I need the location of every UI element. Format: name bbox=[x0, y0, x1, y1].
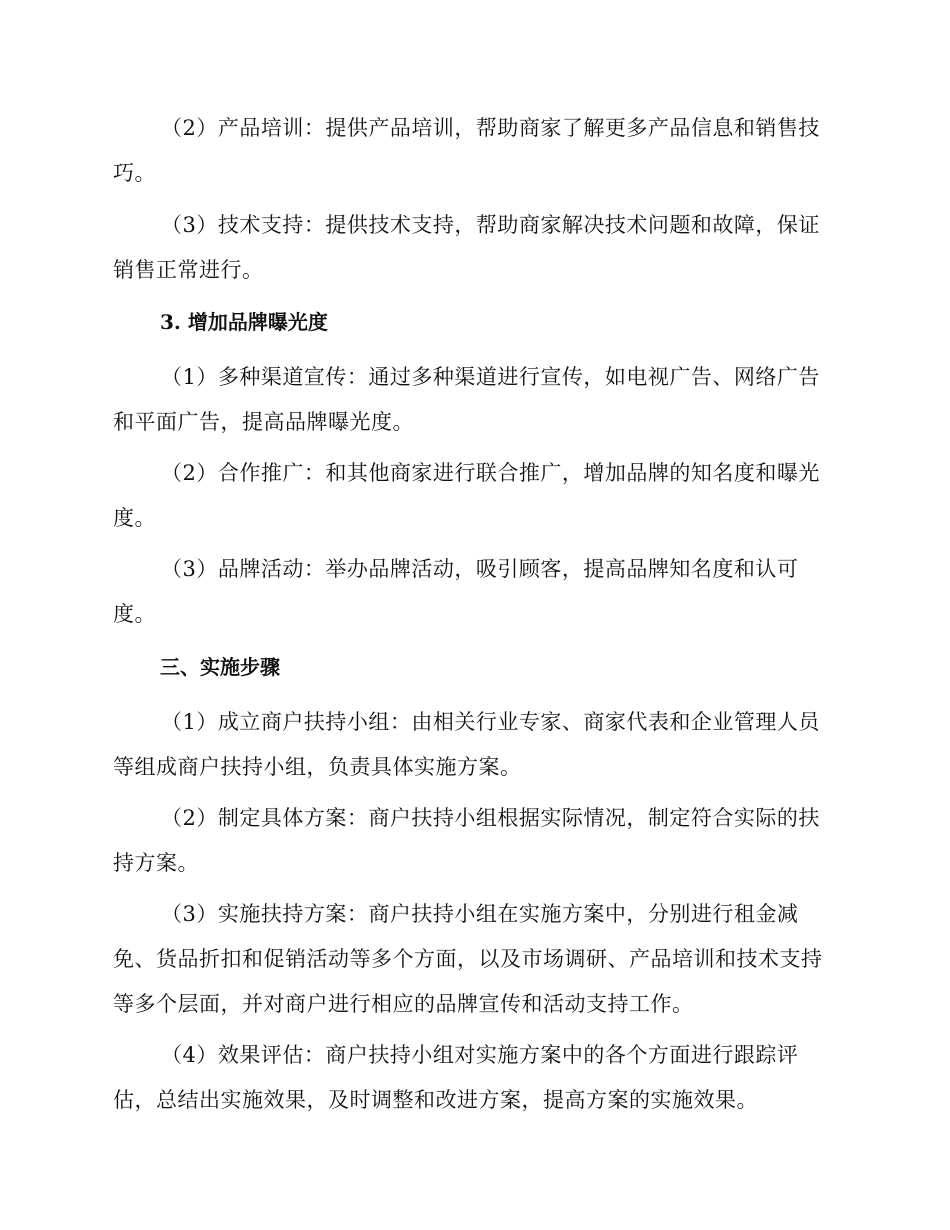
paragraph-cooperative-promotion: （2）合作推广：和其他商家进行联合推广，增加品牌的知名度和曝光度。 bbox=[113, 461, 820, 530]
paragraph-brand-activities: （3）品牌活动：举办品牌活动，吸引顾客，提高品牌知名度和认可度。 bbox=[113, 557, 799, 626]
paragraph-establish-support-team: （1）成立商户扶持小组：由相关行业专家、商家代表和企业管理人员等组成商户扶持小组，负责具体实施方案。 bbox=[113, 710, 820, 779]
section-heading-brand-exposure: 3. 增加品牌曝光度 bbox=[160, 310, 328, 334]
paragraph-product-training: （2）产品培训：提供产品培训，帮助商家了解更多产品信息和销售技巧。 bbox=[113, 116, 820, 185]
paragraph-implement-plan: （3）实施扶持方案：商户扶持小组在实施方案中，分别进行租金减免、货品折扣和促销活动等多个方面，以及市场调研、产品培训和技术支持等多个层面，并对商户进行相应的品牌宣传和活动支持工作。 bbox=[113, 902, 823, 1016]
section-heading-implementation-steps: 三、实施步骤 bbox=[160, 655, 280, 679]
paragraph-formulate-plan: （2）制定具体方案：商户扶持小组根据实际情况，制定符合实际的扶持方案。 bbox=[113, 806, 820, 875]
paragraph-multichannel-promotion: （1）多种渠道宣传：通过多种渠道进行宣传，如电视广告、网络广告和平面广告，提高品牌曝光度。 bbox=[113, 365, 820, 434]
paragraph-technical-support: （3）技术支持：提供技术支持，帮助商家解决技术问题和故障，保证销售正常进行。 bbox=[113, 213, 820, 282]
paragraph-effect-evaluation: （4）效果评估：商户扶持小组对实施方案中的各个方面进行跟踪评估，总结出实施效果，及时调整和改进方案，提高方案的实施效果。 bbox=[113, 1043, 799, 1112]
